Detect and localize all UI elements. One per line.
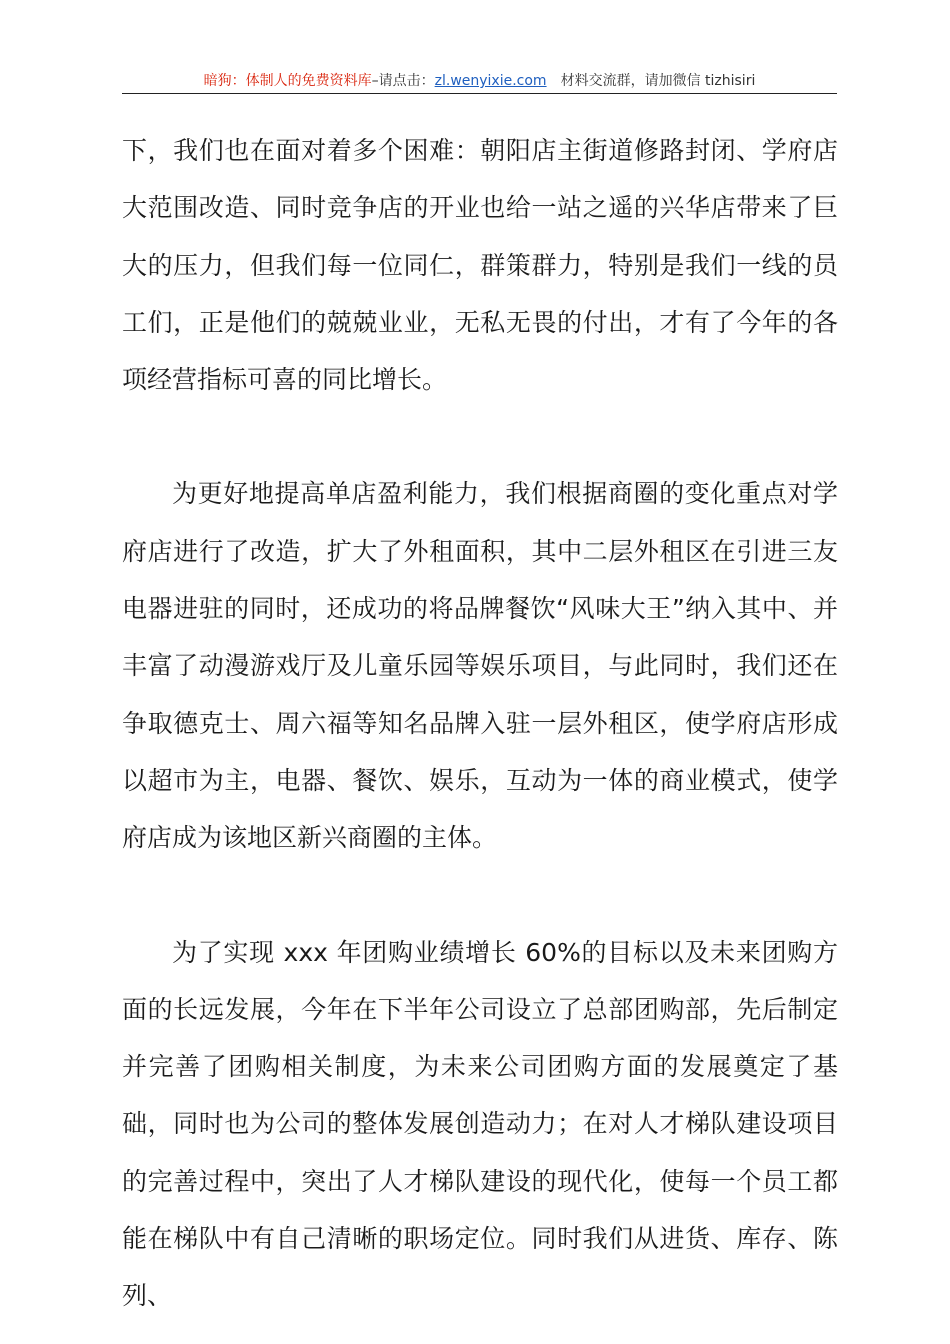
paragraph-gap [122, 867, 838, 924]
paragraph-1: 下，我们也在面对着多个困难：朝阳店主街道修路封闭、学府店大范围改造、同时竞争店的开业也给一站之遥的兴华店带来了巨大的压力，但我们每一位同仁，群策群力，特别是我们一线的员工们，正是他们的兢兢业业，无私无畏的付出，才有了今年的各项经营指标可喜的同比增长。 [122, 136, 838, 395]
paragraph-3: 为了实现 xxx 年团购业绩增长 60%的目标以及未来团购方面的长远发展，今年在下半年公司设立了总部团购部，先后制定并完善了团购相关制度，为未来公司团购方面的发展奠定了基础，同时也为公司的整体发展创造动力；在对人才梯队建设项目的完善过程中，突出了人才梯队建设的现代化，使每一个员工都能在梯队中有自己清晰的职场定位。同时我们从进货、库存、陈列、 [122, 937, 838, 1311]
header-brand: 暗狗：体制人的免费资料库 [203, 73, 372, 89]
document-body [122, 122, 838, 1325]
page-header [122, 70, 837, 94]
header-link[interactable]: zl.wenyixie.com [434, 73, 547, 89]
header-note: 材料交流群，请加微信 tizhisiri [560, 73, 756, 89]
header-separator: –请点击： [371, 73, 435, 89]
paragraph-2: 为更好地提高单店盈利能力，我们根据商圈的变化重点对学府店进行了改造，扩大了外租面积，其中二层外租区在引进三友电器进驻的同时，还成功的将品牌餐饮“风味大王”纳入其中、并丰富了动漫游戏厅及儿童乐园等娱乐项目，与此同时，我们还在争取德克士、周六福等知名品牌入驻一层外租区，使学府店形成以超市为主，电器、餐饮、娱乐，互动为一体的商业模式，使学府店成为该地区新兴商圈的主体。 [122, 479, 838, 853]
paragraph-gap [122, 408, 838, 465]
